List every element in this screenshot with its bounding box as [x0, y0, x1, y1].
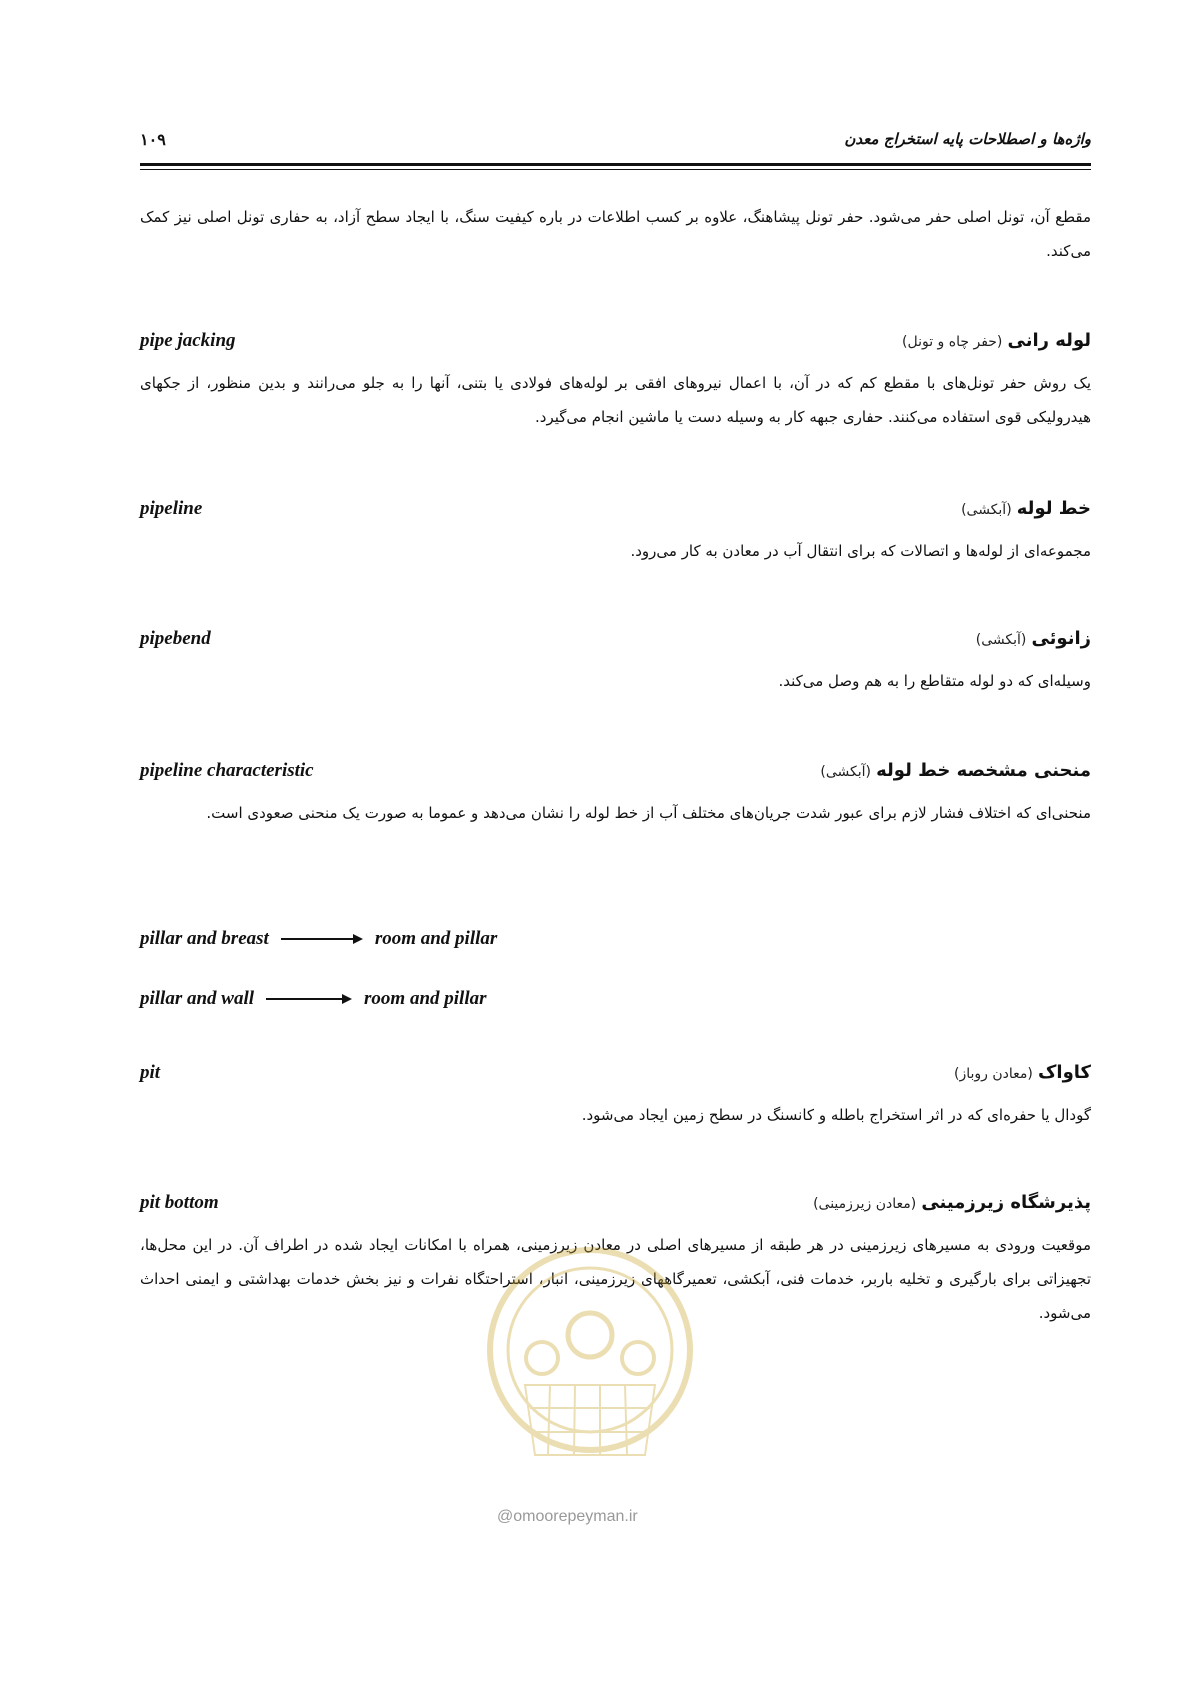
entry-definition: مجموعه‌ای از لوله‌ها و اتصالات که برای انتقال آب در معادن به کار می‌رود.	[630, 542, 1091, 560]
entry-definition: یک روش حفر تونل‌های با مقطع کم که در آن، با اعمال نیروهای افقی بر لوله‌های فولادی یا بتنی، آنها را به جلو می‌رانند و بدین منظور، از جکهای هیدرولیکی قوی استفاده می‌کنند. حفاری جبهه کار به وسیله دست یا ماشین انجام می‌گیرد.	[140, 374, 1091, 426]
watermark-seal-icon	[480, 1240, 700, 1510]
entry-pipebend	[140, 628, 1091, 698]
entry-field: (معادن زیرزمینی)	[813, 1196, 917, 1212]
entry-field: (آبکشی)	[961, 502, 1012, 518]
entry-pipeline-characteristic	[140, 760, 1091, 830]
page-number: ۱۰۹	[140, 130, 166, 149]
arrow-right-icon	[281, 934, 363, 944]
page-header	[140, 130, 1091, 160]
intro-paragraph: مقطع آن، تونل اصلی حفر می‌شود. حفر تونل پیشاهنگ، علاوه بر کسب اطلاعات در باره کیفیت سنگ، با ایجاد سطح آزاد، به حفاری تونل اصلی نیز کمک می‌کند.	[140, 208, 1091, 260]
entry-persian-term: کاواک	[1037, 1062, 1091, 1083]
entry-field: (آبکشی)	[975, 632, 1027, 648]
entry-persian-term: لوله رانی	[1007, 330, 1091, 351]
entry-field: (معادن روباز)	[954, 1066, 1033, 1082]
entry-field: (آبکشی)	[820, 764, 872, 780]
xref-from: pillar and breast	[140, 928, 269, 949]
header-rule-thin	[140, 169, 1091, 170]
entry-english-term: pipe jacking	[140, 330, 236, 351]
entry-english-term: pipeline characteristic	[140, 760, 314, 781]
entry-pipe-jacking	[140, 330, 1091, 434]
entry-definition: گودال یا حفره‌ای که در اثر استخراج باطله و کانسنگ در سطح زمین ایجاد می‌شود.	[581, 1106, 1091, 1124]
entry-definition: موقعیت ورودی به مسیرهای زیرزمینی در هر طبقه از مسیرهای اصلی در معادن زیرزمینی، همراه با امکانات ایجاد شده در اطراف آن. در این محل‌ها، تجهیزاتی برای بارگیری و تخلیه باربر، خدمات فنی، آبکشی، تعمیرگاههای زیرزمینی، انبار، استراحتگاه نفرات و نیز بخش خدمات بهداشتی و ایمنی احداث می‌شود.	[140, 1236, 1091, 1322]
entry-english-term: pit bottom	[140, 1192, 219, 1213]
xref-from: pillar and wall	[140, 988, 255, 1009]
entry-field: (حفر چاه و تونل)	[902, 334, 1003, 350]
cross-reference	[140, 988, 487, 1010]
cross-reference	[140, 928, 497, 950]
header-rule	[140, 163, 1091, 166]
watermark-url: @omoorepeyman.ir	[497, 1508, 638, 1525]
entry-english-term: pipebend	[140, 628, 211, 649]
xref-to: room and pillar	[374, 928, 498, 949]
entry-definition: وسیله‌ای که دو لوله متقاطع را به هم وصل می‌کند.	[778, 672, 1091, 690]
entry-pipeline	[140, 498, 1091, 568]
entry-pit	[140, 1062, 1091, 1132]
entry-persian-term: منحنی مشخصه خط لوله	[876, 760, 1091, 781]
entry-persian-term: زانوئی	[1031, 628, 1091, 649]
entry-persian-term: خط لوله	[1016, 498, 1091, 519]
arrow-right-icon	[266, 994, 352, 1004]
entry-english-term: pit	[140, 1062, 161, 1083]
entry-persian-term: پذیرشگاه زیرزمینی	[921, 1192, 1091, 1213]
entry-definition: منحنی‌ای که اختلاف فشار لازم برای عبور شدت جریان‌های مختلف آب از خط لوله را نشان می‌دهد و عموما به صورت یک منحنی صعودی است.	[206, 804, 1091, 822]
running-title: واژه‌ها و اصطلاحات پایه استخراج معدن	[844, 130, 1091, 148]
xref-to: room and pillar	[364, 988, 487, 1009]
entry-english-term: pipeline	[140, 498, 203, 519]
